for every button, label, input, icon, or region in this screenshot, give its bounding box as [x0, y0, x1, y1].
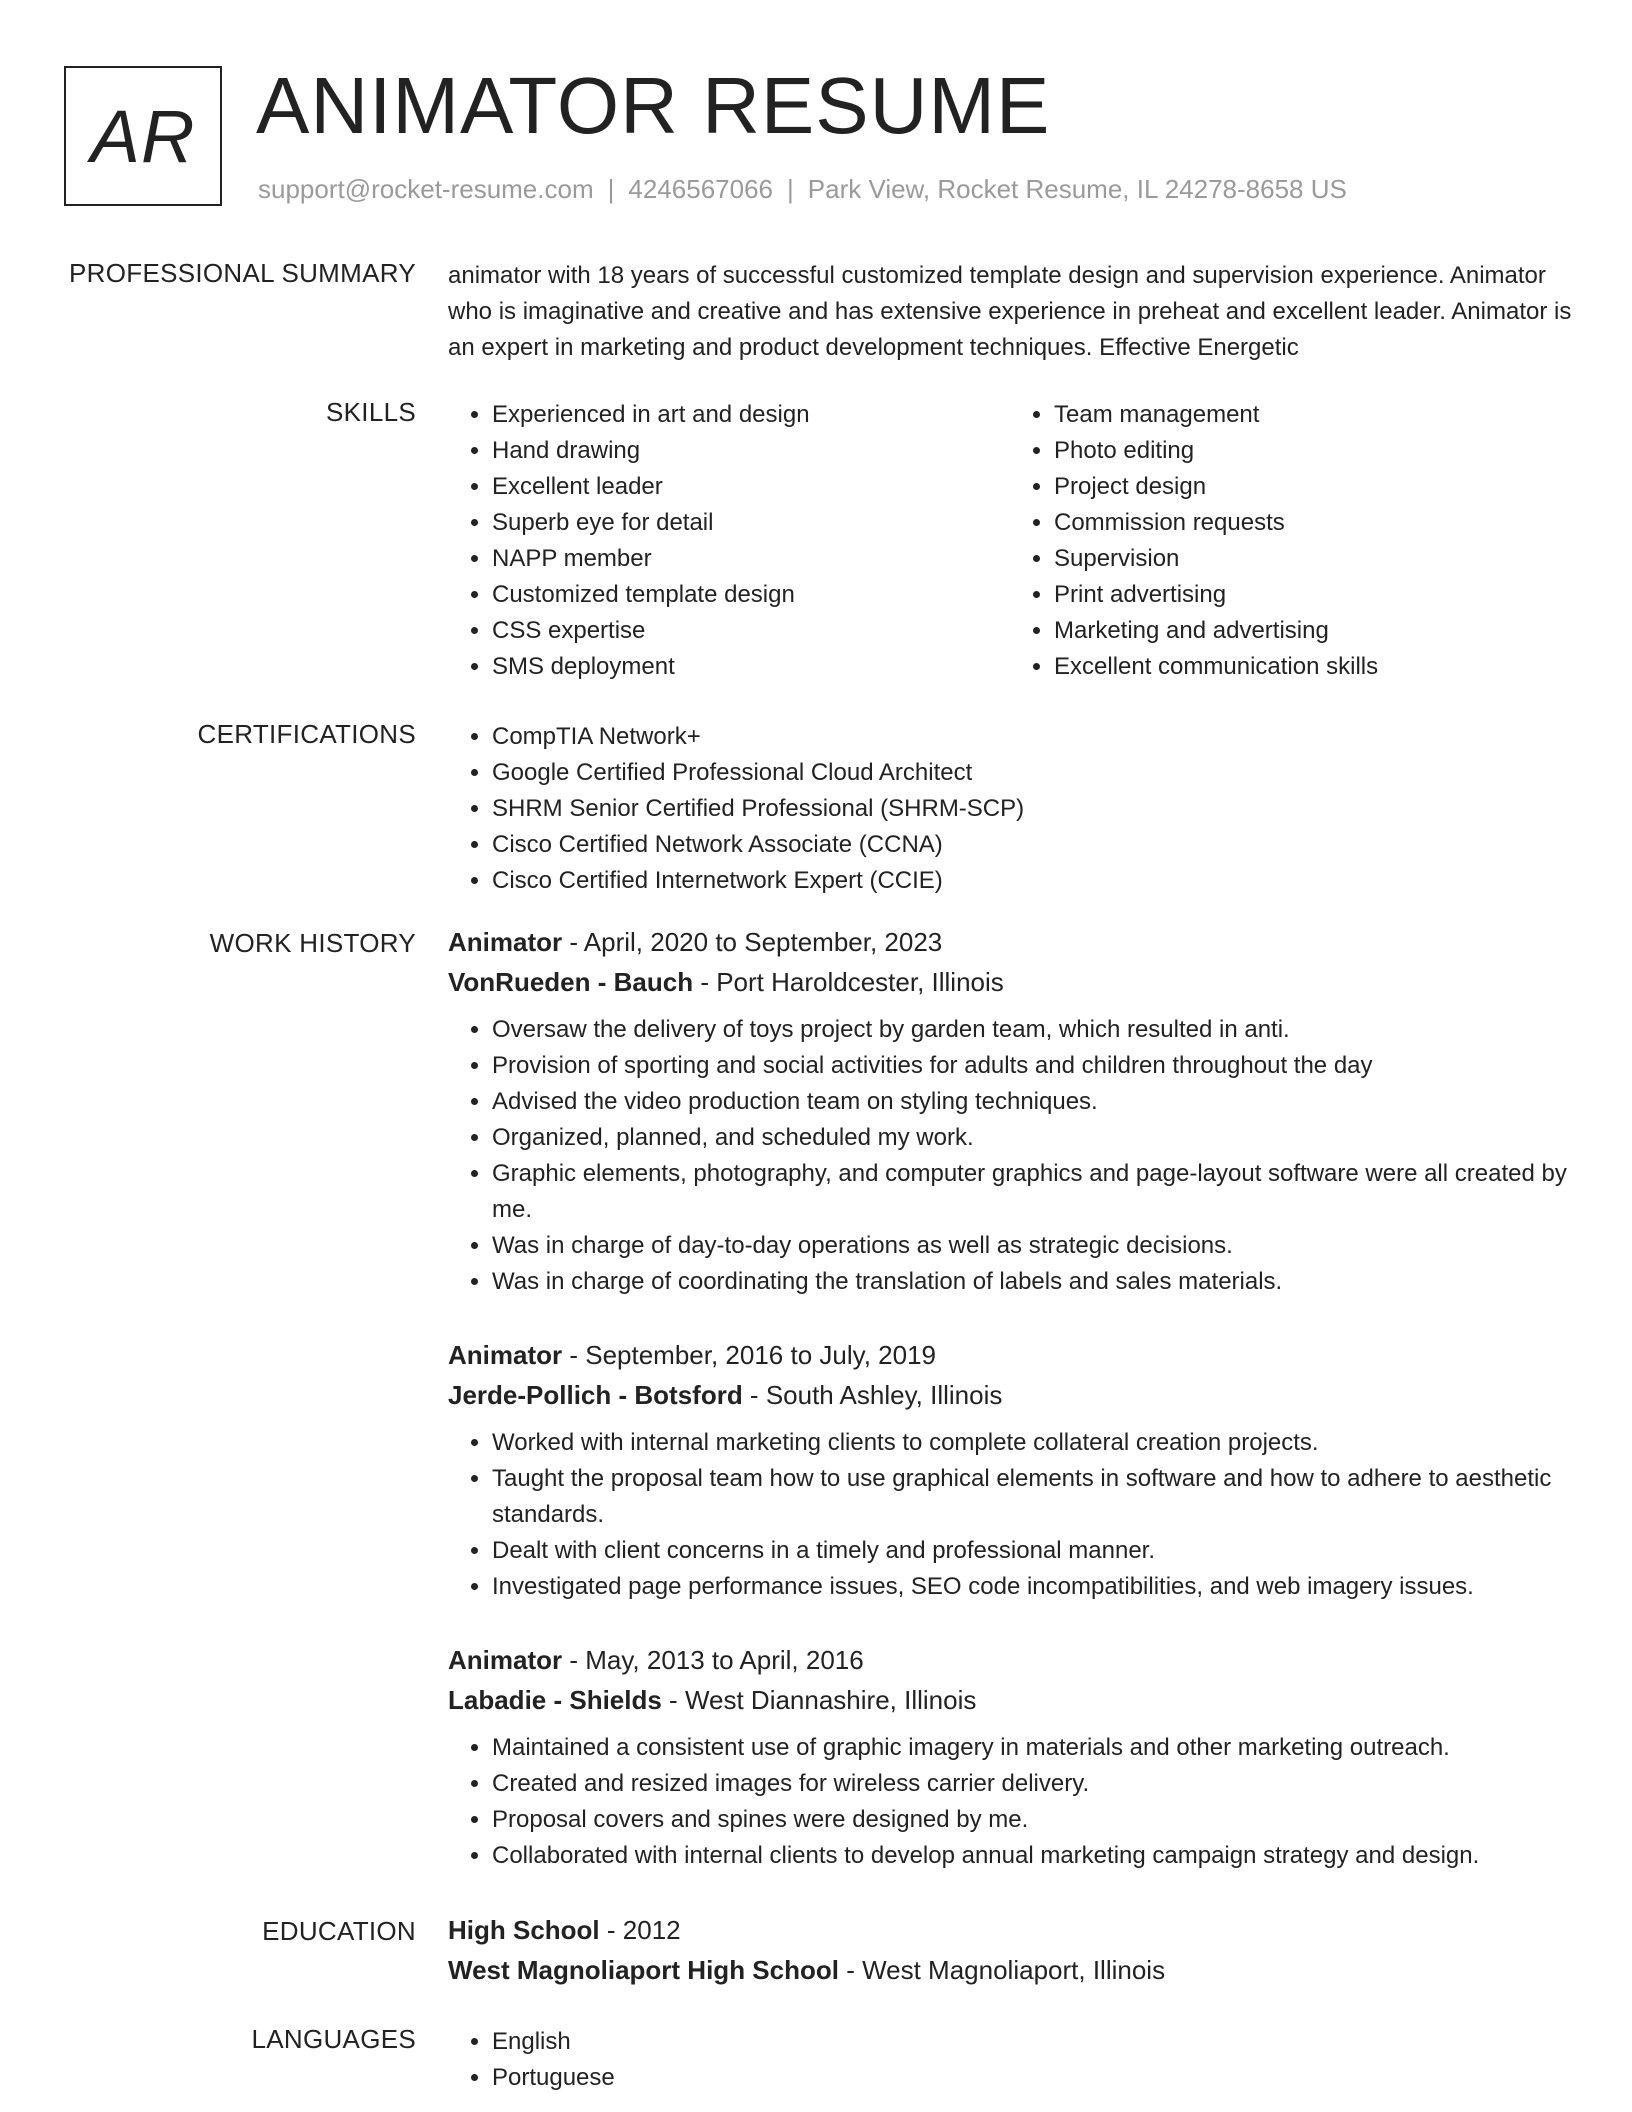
skill-item: • Customized template design — [492, 577, 1010, 613]
job-bullet: • Oversaw the delivery of toys project by garden team, which resulted in anti. — [492, 1012, 1572, 1048]
job-title: Animator — [448, 1645, 563, 1675]
skill-item: • Marketing and advertising — [1054, 613, 1572, 649]
certification-item: • CompTIA Network+ — [492, 719, 1572, 755]
certifications-list — [448, 719, 1572, 899]
contact-phone[interactable]: 4246567066 — [628, 174, 773, 204]
job-dates: April, 2020 to September, 2023 — [583, 927, 943, 957]
skill-item: • CSS expertise — [492, 613, 1010, 649]
certification-item: • Google Certified Professional Cloud Architect — [492, 755, 1572, 791]
contact-email[interactable]: support@rocket-resume.com — [258, 174, 594, 204]
certification-item: • SHRM Senior Certified Professional (SHRM-SCP) — [492, 791, 1572, 827]
job-bullet: • Dealt with client concerns in a timely and professional manner. — [492, 1533, 1572, 1569]
job-dates: May, 2013 to April, 2016 — [585, 1645, 864, 1675]
job-bullet: • Organized, planned, and scheduled my work. — [492, 1120, 1572, 1156]
resume-title: ANIMATOR RESUME — [256, 61, 1051, 150]
language-item: • English — [492, 2024, 1572, 2060]
job-bullet: • Taught the proposal team how to use graphical elements in software and how to adhere to aesthetic standards. — [492, 1461, 1572, 1533]
skill-item: • Hand drawing — [492, 433, 1010, 469]
job-bullets — [448, 1730, 1572, 1874]
certifications-label: CERTIFICATIONS — [197, 719, 416, 749]
monogram-logo: AR — [64, 66, 222, 206]
job-company: VonRueden - Bauch — [448, 967, 694, 997]
work-history-label: WORK HISTORY — [209, 928, 416, 958]
skill-item: • Excellent leader — [492, 469, 1010, 505]
job-bullet: • Created and resized images for wireless carrier delivery. — [492, 1766, 1572, 1802]
education-school: West Magnoliaport High School — [448, 1955, 839, 1985]
job-location: West Diannashire, Illinois — [684, 1685, 977, 1715]
job-bullet: • Worked with internal marketing clients to complete collateral creation projects. — [492, 1425, 1572, 1461]
skills-list-right — [1010, 397, 1572, 685]
skills-list-left — [448, 397, 1010, 685]
certification-item: • Cisco Certified Internetwork Expert (CCIE) — [492, 863, 1572, 899]
job-bullet: • Investigated page performance issues, SEO code incompatibilities, and web imagery issues. — [492, 1569, 1572, 1605]
job-location: South Ashley, Illinois — [765, 1380, 1003, 1410]
job-bullet: • Graphic elements, photography, and computer graphics and page-layout software were all created by me. — [492, 1156, 1572, 1228]
skill-item: • NAPP member — [492, 541, 1010, 577]
skill-item: • Experienced in art and design — [492, 397, 1010, 433]
contact-separator: | — [607, 174, 615, 204]
skills-label: SKILLS — [326, 397, 416, 427]
contact-line — [258, 174, 1347, 205]
summary-label: PROFESSIONAL SUMMARY — [69, 258, 416, 288]
education-label: EDUCATION — [262, 1916, 416, 1946]
job-bullet: • Collaborated with internal clients to develop annual marketing campaign strategy and design. — [492, 1838, 1572, 1874]
skill-item: • Team management — [1054, 397, 1572, 433]
job-title: Animator — [448, 1340, 563, 1370]
job-bullet: • Provision of sporting and social activities for adults and children throughout the day — [492, 1048, 1572, 1084]
contact-separator: | — [787, 174, 794, 204]
languages-label: LANGUAGES — [251, 2024, 416, 2054]
skill-item: • Photo editing — [1054, 433, 1572, 469]
skill-item: • Supervision — [1054, 541, 1572, 577]
job-bullet: • Advised the video production team on styling techniques. — [492, 1084, 1572, 1120]
education-location: West Magnoliaport, Illinois — [862, 1955, 1166, 1985]
certification-item: • Cisco Certified Network Associate (CCNA) — [492, 827, 1572, 863]
education-degree: High School — [448, 1915, 600, 1945]
job-entry: Animator - May, 2013 to April, 2016 Labadie - Shields - West Diannashire, Illinois • Maintained a consistent use of graphic imagery in materials and other marketing outreach. • Created and resized images for wireless carrier delivery. • Proposal covers and spines were designed by me. • Collaborated with internal clients to develop annual marketing campaign strategy and design. — [448, 1640, 1572, 1874]
contact-address: Park View, Rocket Resume, IL 24278-8658 US — [807, 174, 1347, 204]
job-entry: Animator - September, 2016 to July, 2019 Jerde-Pollich - Botsford - South Ashley, Illinois • Worked with internal marketing clients to complete collateral creation projects. • Taught the proposal team how to use graphical elements in software and how to adhere to aesthetic standards. • Dealt with client concerns in a timely and professional manner. • Investigated page performance issues, SEO code incompatibilities, and web imagery issues. — [448, 1335, 1572, 1605]
skill-item: • Project design — [1054, 469, 1572, 505]
job-bullets — [448, 1425, 1572, 1605]
education-year: 2012 — [622, 1915, 681, 1945]
job-dates: September, 2016 to July, 2019 — [585, 1340, 936, 1370]
skill-item: • Superb eye for detail — [492, 505, 1010, 541]
job-company: Labadie - Shields — [448, 1685, 662, 1715]
job-entry: Animator - April, 2020 to September, 2023 VonRueden - Bauch - Port Haroldcester, Illinois • Oversaw the delivery of toys project by garden team, which resulted in anti. • Provision of sporting and social activities for adults and children throughout the day • Advised the video production team on styling techniques. • Organized, planned, and scheduled my work. • Graphic elements, photography, and computer graphics and page-layout software were all created by me. • Was in charge of day-to-day operations as well as strategic decisions. • Was in charge of coordinating the translation of labels and sales materials. — [448, 922, 1572, 1300]
job-title: Animator — [448, 927, 563, 957]
job-bullet: • Was in charge of coordinating the translation of labels and sales materials. — [492, 1264, 1572, 1300]
skill-item: • Excellent communication skills — [1054, 649, 1572, 685]
language-item: • Portuguese — [492, 2060, 1572, 2096]
job-bullet: • Was in charge of day-to-day operations as well as strategic decisions. — [492, 1228, 1572, 1264]
skill-item: • Commission requests — [1054, 505, 1572, 541]
skill-item: • Print advertising — [1054, 577, 1572, 613]
job-location: Port Haroldcester, Illinois — [716, 967, 1004, 997]
summary-text: animator with 18 years of successful customized template design and supervision experience. Animator who is imaginative and creative and has extensive experience in preheat and excellent leader. Animator is an expert in marketing and product development techniques. Effective Energetic — [448, 262, 1572, 361]
resume-header — [64, 61, 1584, 210]
skill-item: • SMS deployment — [492, 649, 1010, 685]
job-company: Jerde-Pollich - Botsford — [448, 1380, 743, 1410]
job-bullet: • Proposal covers and spines were designed by me. — [492, 1802, 1572, 1838]
job-bullets — [448, 1012, 1572, 1300]
job-bullet: • Maintained a consistent use of graphic imagery in materials and other marketing outreach. — [492, 1730, 1572, 1766]
languages-list — [448, 2024, 1572, 2096]
